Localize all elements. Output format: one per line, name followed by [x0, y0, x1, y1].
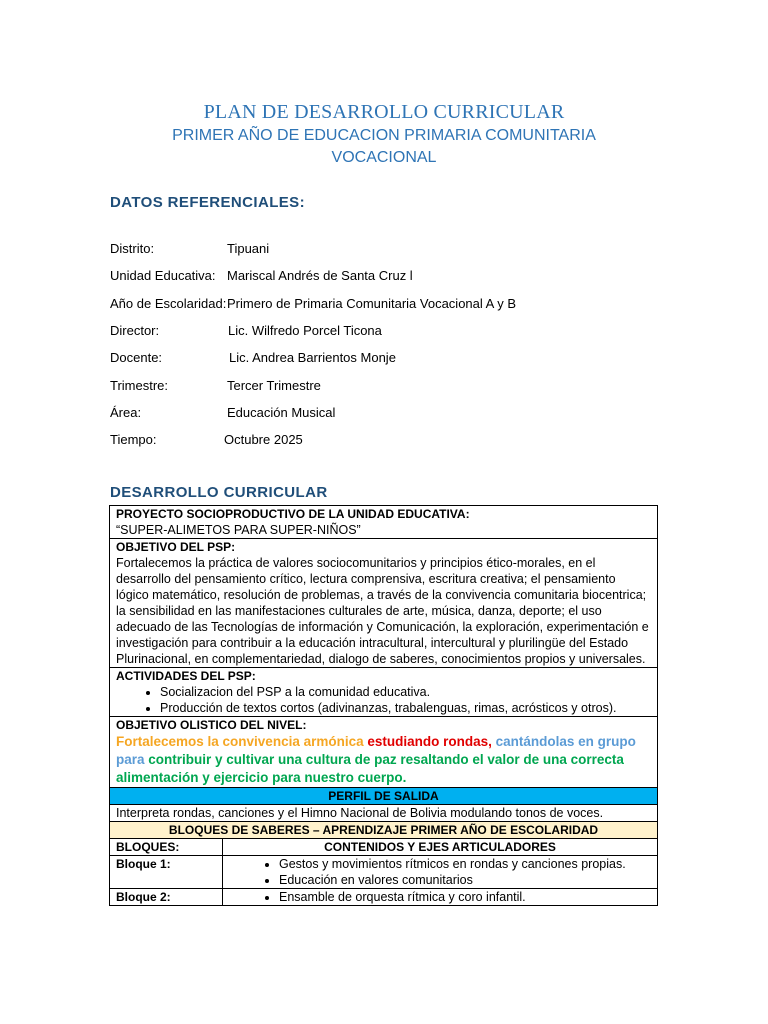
bloque-name: Bloque 2:: [110, 889, 223, 906]
bloque-contents: [223, 856, 658, 889]
table-row: [110, 839, 658, 856]
table-row: [110, 822, 658, 839]
psp-name: “SUPER-ALIMETOS PARA SUPER-NIÑOS”: [116, 523, 361, 537]
desarrollo-heading: DESARROLLO CURRICULAR: [110, 484, 328, 501]
contenidos-col-header: CONTENIDOS Y EJES ARTICULADORES: [223, 839, 658, 856]
perfil-heading: PERFIL DE SALIDA: [110, 788, 658, 805]
ref-value: Tipuani: [227, 241, 270, 256]
bloques-heading: BLOQUES DE SABERES – APRENDIZAJE PRIMER AÑO DE ESCOLARIDAD: [110, 822, 658, 839]
objetivo-cell: [110, 539, 658, 668]
ref-label: Unidad Educativa:: [110, 268, 216, 283]
olistico-part-orange: Fortalecemos la convivencia armónica: [116, 734, 368, 749]
list-item: • Gestos y movimientos rítmicos en rondas y canciones propias.: [279, 856, 651, 872]
bloque-items: [229, 856, 651, 888]
olistico-cell: [110, 717, 658, 788]
objetivo-text: Fortalecemos la práctica de valores sociocomunitarios y principios ético-morales, en el desarrollo del pensamiento crítico, lectura comprensiva, escritura creativa; el pensamiento lógico matemático, resolución de problemas, a través de la convivencia comunitaria biocentrica; la sensibilidad en las manifestaciones culturales de arte, música, danza, deporte; el uso adecuado de las Tecnologías de información y Comunicación, la exploración, experimentación e investigación para contribuir a la educación intracultural, intercultural y plurilingüe del Estado Plurinacional, en complementariedad, dialogo de saberes, conocimientos propios y universales.: [116, 556, 649, 666]
ref-value: Octubre 2025: [224, 432, 303, 447]
table-row: [110, 668, 658, 717]
actividades-heading: ACTIVIDADES DEL PSP:: [116, 669, 256, 683]
psp-cell: [110, 506, 658, 539]
table-row: [110, 506, 658, 539]
actividades-cell: [110, 668, 658, 717]
olistico-text: [116, 733, 651, 787]
ref-label: Docente:: [110, 350, 163, 365]
list-item: • Producción de textos cortos (adivinanzas, trabalenguas, rimas, acrósticos y otros).: [160, 700, 651, 716]
list-item: • Ensamble de orquesta rítmica y coro infantil.: [279, 889, 651, 905]
list-item: • Educación en valores comunitarios: [279, 872, 651, 888]
olistico-part-red: estudiando rondas,: [367, 734, 496, 749]
olistico-part-green: contribuir y cultivar una cultura de paz resaltando el valor de una correcta alimentación y ejercicio para nuestro cuerpo.: [116, 752, 624, 785]
ref-label: Tiempo:: [110, 432, 157, 447]
ref-value: Mariscal Andrés de Santa Cruz l: [227, 268, 413, 283]
document-title: PLAN DE DESARROLLO CURRICULAR: [203, 101, 565, 123]
bloque-items: [229, 889, 651, 905]
perfil-text: Interpreta rondas, canciones y el Himno Nacional de Bolivia modulando tonos de voces.: [110, 805, 658, 822]
ref-label: Trimestre:: [110, 378, 169, 393]
ref-label: Año de Escolaridad:: [110, 296, 227, 311]
olistico-heading: OBJETIVO OLISTICO DEL NIVEL:: [116, 718, 307, 732]
ref-value: Lic. Andrea Barrientos Monje: [229, 350, 396, 365]
table-row: [110, 889, 658, 906]
table-row: [110, 788, 658, 805]
document-subtitle: PRIMER AÑO DE EDUCACION PRIMARIA COMUNITARIA VOCACIONAL: [172, 127, 596, 166]
olistico-part-blue: cantándolas en grupo para: [116, 734, 636, 767]
ref-value: Primero de Primaria Comunitaria Vocacional A y B: [227, 296, 517, 311]
table-row: [110, 539, 658, 668]
list-item: • Socializacion del PSP a la comunidad educativa.: [160, 684, 651, 700]
bloques-col-header: BLOQUES:: [110, 839, 223, 856]
actividades-list: [116, 684, 651, 716]
ref-label: Director:: [110, 323, 160, 338]
ref-label: Área:: [110, 405, 142, 420]
ref-label: Distrito:: [110, 241, 155, 256]
table-row: [110, 856, 658, 889]
table-row: [110, 717, 658, 788]
ref-value: Lic. Wilfredo Porcel Ticona: [228, 323, 382, 338]
objetivo-heading: OBJETIVO DEL PSP:: [116, 540, 236, 554]
curriculum-table: [109, 505, 658, 906]
bloque-contents: [223, 889, 658, 906]
table-row: [110, 805, 658, 822]
bloque-name: Bloque 1:: [110, 856, 223, 889]
ref-value: Educación Musical: [227, 405, 336, 420]
datos-heading: DATOS REFERENCIALES:: [110, 194, 305, 211]
ref-value: Tercer Trimestre: [227, 378, 321, 393]
psp-heading: PROYECTO SOCIOPRODUCTIVO DE LA UNIDAD EDUCATIVA:: [116, 507, 470, 521]
